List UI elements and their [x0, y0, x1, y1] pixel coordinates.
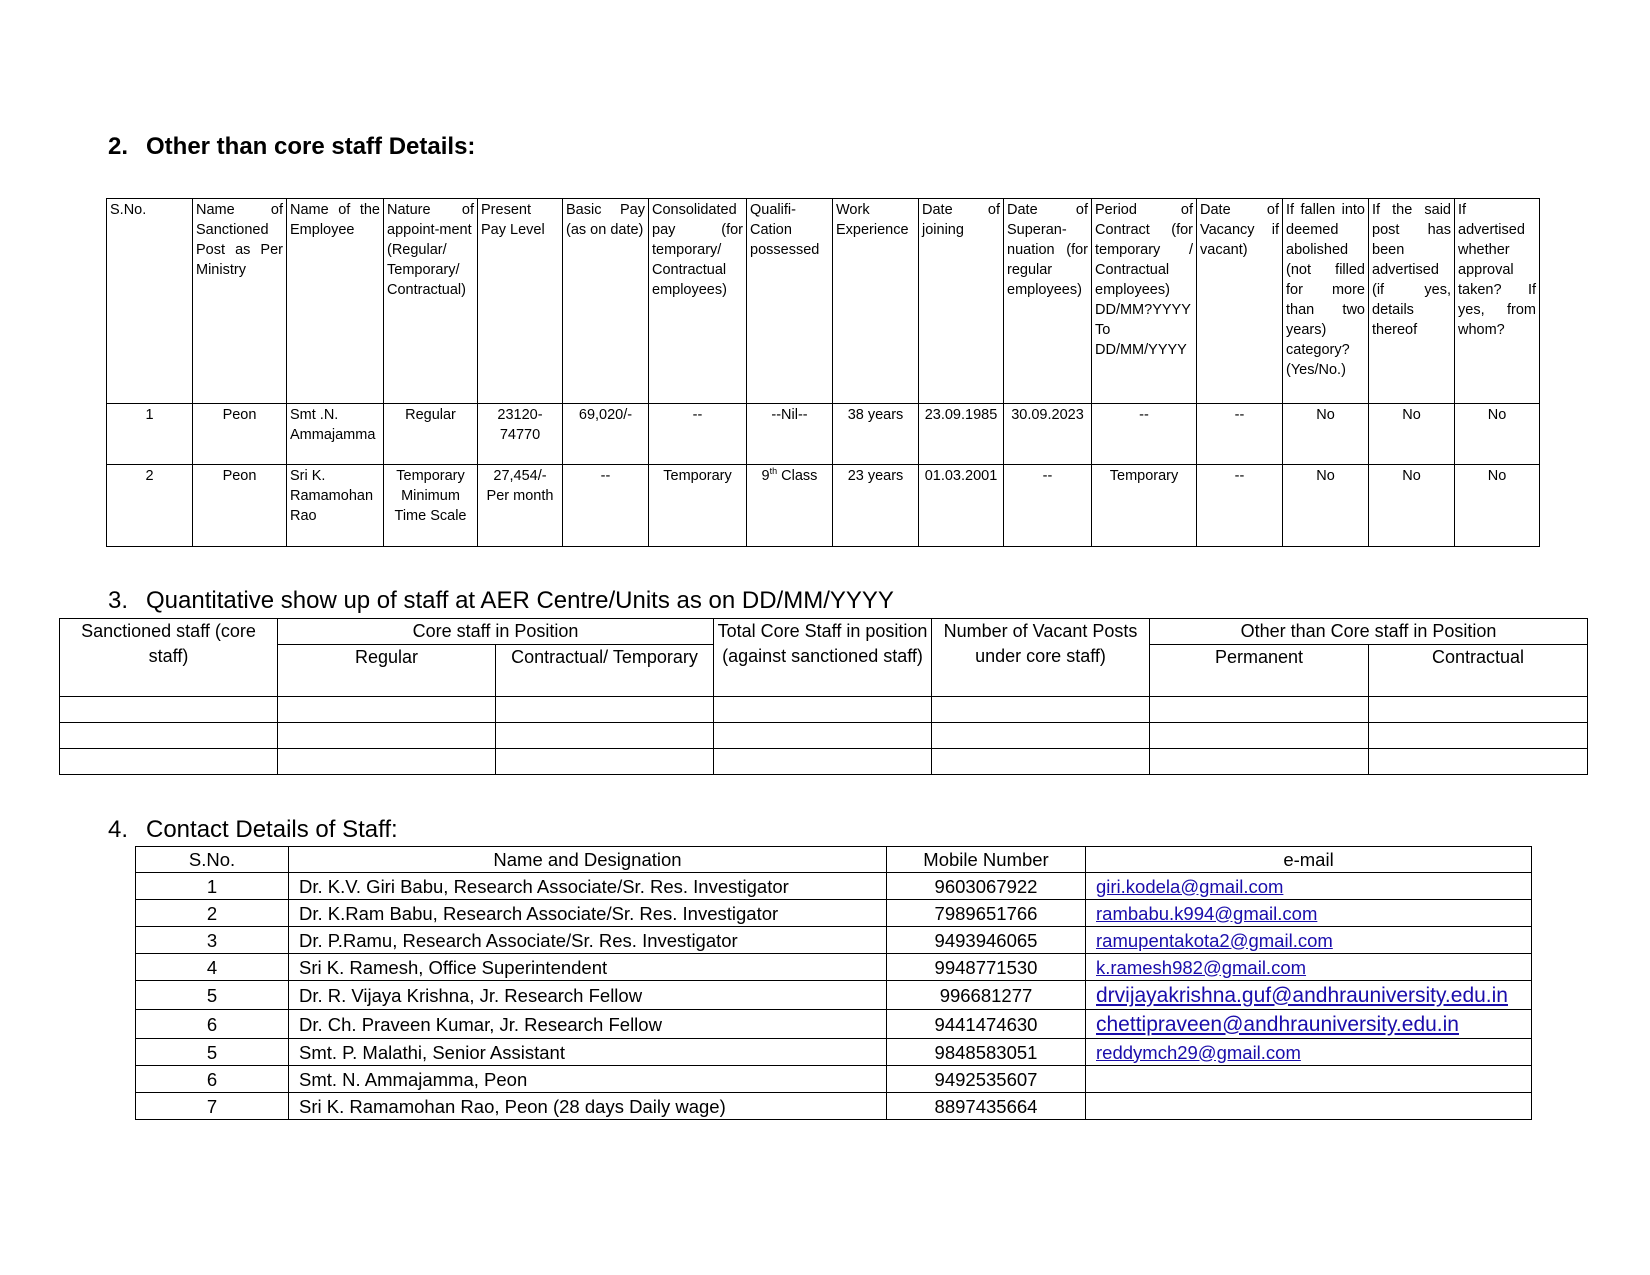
empty-cell: [496, 723, 714, 749]
other-in-position-header: Other than Core staff in Position: [1150, 619, 1588, 645]
vacant-header: Number of Vacant Posts under core staff): [932, 619, 1150, 697]
empty-cell: [1150, 697, 1369, 723]
email-cell: [1086, 981, 1532, 1010]
header-cell: Qualifi-Cation possessed: [747, 199, 833, 404]
empty-cell: [60, 697, 278, 723]
superannuation-cell: --: [1004, 465, 1092, 547]
post-cell: Peon: [193, 404, 287, 465]
sno-cell: 1: [136, 873, 289, 900]
empty-cell: [60, 723, 278, 749]
name-cell: Dr. P.Ramu, Research Associate/Sr. Res. Investigator: [289, 927, 887, 954]
name-cell: Sri K. Ramesh, Office Superintendent: [289, 954, 887, 981]
table-row: [107, 465, 1540, 547]
header-cell: Nature of appoint-ment (Regular/ Temporary/ Contractual): [384, 199, 478, 404]
empty-cell: [1150, 723, 1369, 749]
pay-level-cell: 23120-74770: [478, 404, 563, 465]
email-link[interactable]: giri.kodela@gmail.com: [1096, 875, 1284, 897]
header-cell: Date of Vacancy if vacant): [1197, 199, 1283, 404]
email-cell: [1086, 1093, 1532, 1120]
regular-header: Regular: [278, 645, 496, 697]
section3-heading: [108, 587, 894, 615]
table-row: [136, 954, 1532, 981]
empty-cell: [60, 749, 278, 775]
header-cell: If the said post has been advertised (if yes, details thereof: [1369, 199, 1455, 404]
table-header-row: [60, 619, 1588, 645]
mobile-cell: 9948771530: [887, 954, 1086, 981]
sno-header: S.No.: [136, 847, 289, 873]
email-cell: [1086, 927, 1532, 954]
section4-number: 4.: [108, 816, 129, 843]
contact-details-table: [135, 846, 1532, 1120]
empty-cell: [278, 749, 496, 775]
basic-pay-cell: 69,020/-: [563, 404, 649, 465]
header-cell: S.No.: [107, 199, 193, 404]
qualification-value: 9th Class: [761, 466, 818, 484]
email-header: e-mail: [1086, 847, 1532, 873]
table-row: [60, 749, 1588, 775]
email-cell: [1086, 954, 1532, 981]
email-cell: [1086, 1039, 1532, 1066]
empty-cell: [932, 723, 1150, 749]
superannuation-cell: 30.09.2023: [1004, 404, 1092, 465]
qualification-cell: --Nil--: [747, 404, 833, 465]
sno-cell: 2: [136, 900, 289, 927]
contractual-temporary-header: Contractual/ Temporary: [496, 645, 714, 697]
section2-title: Other than core staff Details:: [146, 133, 476, 160]
mobile-cell: 9603067922: [887, 873, 1086, 900]
name-header: Name and Designation: [289, 847, 887, 873]
section2-heading: [108, 133, 475, 161]
header-cell: Date of Superan-nuation (for regular employees): [1004, 199, 1092, 404]
empty-cell: [714, 697, 932, 723]
name-cell: Sri K. Ramamohan Rao, Peon (28 days Daily wage): [289, 1093, 887, 1120]
sno-cell: 1: [107, 404, 193, 465]
sno-cell: 2: [107, 465, 193, 547]
email-link[interactable]: ramupentakota2@gmail.com: [1096, 929, 1333, 951]
email-link[interactable]: rambabu.k994@gmail.com: [1096, 902, 1318, 924]
consolidated-pay-cell: Temporary: [649, 465, 747, 547]
section2-number: 2.: [108, 133, 129, 160]
name-cell: Dr. K.Ram Babu, Research Associate/Sr. Res. Investigator: [289, 900, 887, 927]
empty-cell: [496, 697, 714, 723]
qualification-cell: [747, 465, 833, 547]
pay-level-cell: 27,454/- Per month: [478, 465, 563, 547]
header-cell: Period of Contract (for temporary / Contractual employees) DD/MM?YYYY To DD/MM/YYYY: [1092, 199, 1197, 404]
table-header-row: [107, 199, 1540, 404]
abolished-cell: No: [1283, 404, 1369, 465]
empty-cell: [932, 749, 1150, 775]
table-row: [136, 981, 1532, 1010]
email-cell: [1086, 1010, 1532, 1039]
quantitative-staff-table: [59, 618, 1588, 775]
experience-cell: 38 years: [833, 404, 919, 465]
header-cell: Consolidated pay (for temporary/ Contractual employees): [649, 199, 747, 404]
table-row: [136, 927, 1532, 954]
advertised-cell: No: [1369, 404, 1455, 465]
header-cell: If fallen into deemed abolished (not filled for more than two years) category? (Yes/No.): [1283, 199, 1369, 404]
mobile-header: Mobile Number: [887, 847, 1086, 873]
table-row: [136, 1066, 1532, 1093]
sno-cell: 7: [136, 1093, 289, 1120]
email-link[interactable]: k.ramesh982@gmail.com: [1096, 956, 1307, 978]
email-link[interactable]: chettipraveen@andhrauniversity.edu.in: [1096, 1012, 1459, 1036]
header-cell: Present Pay Level: [478, 199, 563, 404]
employee-cell: Sri K. Ramamohan Rao: [287, 465, 384, 547]
mobile-cell: 8897435664: [887, 1093, 1086, 1120]
header-cell: Date of joining: [919, 199, 1004, 404]
total-core-header: Total Core Staff in position (against sanctioned staff): [714, 619, 932, 697]
joining-date-cell: 23.09.1985: [919, 404, 1004, 465]
sanctioned-header: Sanctioned staff (core staff): [60, 619, 278, 697]
empty-cell: [714, 723, 932, 749]
empty-cell: [278, 723, 496, 749]
name-cell: Smt. P. Malathi, Senior Assistant: [289, 1039, 887, 1066]
mobile-cell: 9441474630: [887, 1010, 1086, 1039]
table-row: [60, 723, 1588, 749]
name-cell: Dr. Ch. Praveen Kumar, Jr. Research Fellow: [289, 1010, 887, 1039]
core-in-position-header: Core staff in Position: [278, 619, 714, 645]
header-cell: If advertised whether approval taken? If yes, from whom?: [1455, 199, 1540, 404]
email-cell: [1086, 900, 1532, 927]
mobile-cell: 9848583051: [887, 1039, 1086, 1066]
vacancy-date-cell: --: [1197, 404, 1283, 465]
empty-cell: [278, 697, 496, 723]
table-row: [136, 873, 1532, 900]
name-cell: Smt. N. Ammajamma, Peon: [289, 1066, 887, 1093]
empty-cell: [1369, 697, 1588, 723]
email-cell: [1086, 1066, 1532, 1093]
contract-period-cell: Temporary: [1092, 465, 1197, 547]
experience-cell: 23 years: [833, 465, 919, 547]
table-row: [136, 1093, 1532, 1120]
sno-cell: 5: [136, 981, 289, 1010]
sno-cell: 4: [136, 954, 289, 981]
empty-cell: [1150, 749, 1369, 775]
table-row: [136, 1010, 1532, 1039]
vacancy-date-cell: --: [1197, 465, 1283, 547]
contract-period-cell: --: [1092, 404, 1197, 465]
basic-pay-cell: --: [563, 465, 649, 547]
section3-title: Quantitative show up of staff at AER Centre/Units as on DD/MM/YYYY: [146, 587, 894, 614]
section4-heading: [108, 816, 398, 844]
table-row: [107, 404, 1540, 465]
email-link[interactable]: reddymch29@gmail.com: [1096, 1041, 1301, 1063]
table-row: [136, 1039, 1532, 1066]
email-link[interactable]: drvijayakrishna.guf@andhrauniversity.edu.in: [1096, 983, 1508, 1007]
empty-cell: [932, 697, 1150, 723]
table-row: [60, 697, 1588, 723]
name-cell: Dr. R. Vijaya Krishna, Jr. Research Fellow: [289, 981, 887, 1010]
name-cell: Dr. K.V. Giri Babu, Research Associate/Sr. Res. Investigator: [289, 873, 887, 900]
post-cell: Peon: [193, 465, 287, 547]
empty-cell: [714, 749, 932, 775]
header-cell: Name of Sanctioned Post as Per Ministry: [193, 199, 287, 404]
section3-number: 3.: [108, 587, 129, 614]
consolidated-pay-cell: --: [649, 404, 747, 465]
permanent-header: Permanent: [1150, 645, 1369, 697]
employee-cell: Smt .N. Ammajamma: [287, 404, 384, 465]
empty-cell: [1369, 723, 1588, 749]
table-header-row: [136, 847, 1532, 873]
sno-cell: 6: [136, 1010, 289, 1039]
mobile-cell: 7989651766: [887, 900, 1086, 927]
joining-date-cell: 01.03.2001: [919, 465, 1004, 547]
header-cell: Work Experience: [833, 199, 919, 404]
header-cell: Name of the Employee: [287, 199, 384, 404]
approval-cell: No: [1455, 404, 1540, 465]
email-cell: [1086, 873, 1532, 900]
sno-cell: 6: [136, 1066, 289, 1093]
table-row: [136, 900, 1532, 927]
mobile-cell: 9493946065: [887, 927, 1086, 954]
contractual-header: Contractual: [1369, 645, 1588, 697]
nature-cell: Temporary Minimum Time Scale: [384, 465, 478, 547]
section4-title: Contact Details of Staff:: [146, 816, 398, 843]
empty-cell: [1369, 749, 1588, 775]
approval-cell: No: [1455, 465, 1540, 547]
empty-cell: [496, 749, 714, 775]
mobile-cell: 9492535607: [887, 1066, 1086, 1093]
advertised-cell: No: [1369, 465, 1455, 547]
other-than-core-staff-table: [106, 198, 1540, 547]
header-cell: Basic Pay (as on date): [563, 199, 649, 404]
sno-cell: 3: [136, 927, 289, 954]
nature-cell: Regular: [384, 404, 478, 465]
sno-cell: 5: [136, 1039, 289, 1066]
mobile-cell: 996681277: [887, 981, 1086, 1010]
abolished-cell: No: [1283, 465, 1369, 547]
